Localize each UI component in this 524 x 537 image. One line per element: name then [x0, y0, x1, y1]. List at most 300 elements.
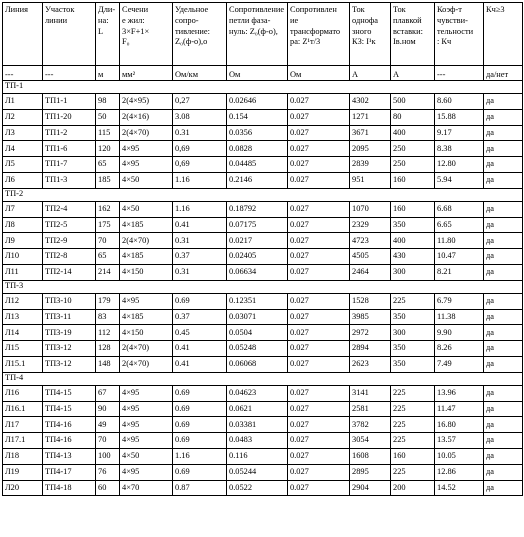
table-cell: 4×95 [120, 157, 173, 173]
table-cell: 0.027 [288, 417, 350, 433]
table-cell: да [484, 464, 523, 480]
table-cell: 70 [96, 233, 120, 249]
table-cell: 0.027 [288, 433, 350, 449]
table-cell: 14.52 [435, 480, 484, 496]
table-cell: 148 [96, 356, 120, 372]
table-cell: 0.0621 [227, 401, 288, 417]
table-cell: 0,69 [173, 157, 227, 173]
table-cell: 7.49 [435, 356, 484, 372]
table-cell: 4723 [350, 233, 391, 249]
column-header-line: Линия [5, 5, 28, 14]
table-cell: Л9 [3, 233, 43, 249]
table-cell: 0.0483 [227, 433, 288, 449]
table-cell: 4×95 [120, 401, 173, 417]
table-cell: 65 [96, 249, 120, 265]
table-row [3, 325, 523, 341]
table-cell: 83 [96, 309, 120, 325]
table-cell: 12.86 [435, 464, 484, 480]
table-cell: 0.154 [227, 109, 288, 125]
table-cell: 0.027 [288, 464, 350, 480]
unit-cell: --- [3, 66, 43, 81]
table-cell: да [484, 157, 523, 173]
table-cell: 4×95 [120, 433, 173, 449]
table-cell: 0.02405 [227, 249, 288, 265]
table-cell: 200 [391, 480, 435, 496]
sensitivity-table [2, 2, 523, 496]
column-header [435, 3, 484, 66]
table-cell: 0.2146 [227, 172, 288, 188]
table-cell: ТП4-16 [43, 433, 96, 449]
unit-cell: А [391, 66, 435, 81]
table-cell: ТП1-3 [43, 172, 96, 188]
table-cell: 400 [391, 125, 435, 141]
table-cell: Л20 [3, 480, 43, 496]
table-cell: Л14 [3, 325, 43, 341]
table-cell: 6.68 [435, 201, 484, 217]
table-cell: 0.027 [288, 356, 350, 372]
column-header [391, 3, 435, 66]
table-cell: 0.69 [173, 401, 227, 417]
table-cell: 2839 [350, 157, 391, 173]
table-cell: 0.0217 [227, 233, 288, 249]
table-cell: Л17.1 [3, 433, 43, 449]
group-label: ТП-3 [3, 280, 523, 293]
table-cell: ТП2-4 [43, 201, 96, 217]
table-cell: ТП3-11 [43, 309, 96, 325]
table-cell: 4×150 [120, 325, 173, 341]
table-cell: 0.0504 [227, 325, 288, 341]
table-cell: 225 [391, 401, 435, 417]
table-cell: 10.47 [435, 249, 484, 265]
table-cell: Л4 [3, 141, 43, 157]
table-row [3, 172, 523, 188]
group-label: ТП-1 [3, 81, 523, 94]
unit-cell: --- [435, 66, 484, 81]
column-header-line: трансформато [290, 26, 341, 36]
unit-cell: м [96, 66, 120, 81]
table-cell: да [484, 309, 523, 325]
table-cell: 50 [96, 109, 120, 125]
column-header-line: Удельное [175, 5, 209, 14]
table-cell: 2(4×70) [120, 341, 173, 357]
table-cell: 0.06634 [227, 264, 288, 280]
table-cell: да [484, 448, 523, 464]
table-cell: 3782 [350, 417, 391, 433]
table-row [3, 233, 523, 249]
table-cell: 11.38 [435, 309, 484, 325]
table-cell: 1608 [350, 448, 391, 464]
table-cell: Л19 [3, 464, 43, 480]
table-cell: 350 [391, 217, 435, 233]
table-cell: 8.38 [435, 141, 484, 157]
table-cell: 1.16 [173, 172, 227, 188]
table-cell: да [484, 172, 523, 188]
table-cell: ТП3-10 [43, 293, 96, 309]
table-row [3, 94, 523, 110]
table-cell: ТП4-18 [43, 480, 96, 496]
table-cell: Л7 [3, 201, 43, 217]
table-cell: 80 [391, 109, 435, 125]
table-cell: 350 [391, 341, 435, 357]
column-header-line: Дли- [98, 5, 116, 14]
table-cell: 4×185 [120, 309, 173, 325]
table-cell: 0.45 [173, 325, 227, 341]
table-cell: 430 [391, 249, 435, 265]
table-row [3, 264, 523, 280]
table-cell: ТП2-8 [43, 249, 96, 265]
table-cell: 179 [96, 293, 120, 309]
table-cell: 2581 [350, 401, 391, 417]
table-cell: да [484, 480, 523, 496]
table-row [3, 249, 523, 265]
table-body [3, 3, 523, 496]
table-cell: 0.03381 [227, 417, 288, 433]
page [2, 2, 522, 496]
table-cell: 3054 [350, 433, 391, 449]
table-cell: 12.80 [435, 157, 484, 173]
table-cell: 0.41 [173, 356, 227, 372]
group-label: ТП-4 [3, 372, 523, 385]
column-header [288, 3, 350, 66]
table-cell: Л16.1 [3, 401, 43, 417]
table-cell: 100 [96, 448, 120, 464]
table-cell: ТП1-20 [43, 109, 96, 125]
table-cell: 175 [96, 217, 120, 233]
table-cell: 0.69 [173, 464, 227, 480]
table-cell: ТП3-12 [43, 356, 96, 372]
table-cell: 0.027 [288, 217, 350, 233]
table-cell: да [484, 217, 523, 233]
table-cell: 1070 [350, 201, 391, 217]
table-cell: Л17 [3, 417, 43, 433]
table-cell: 300 [391, 325, 435, 341]
table-row [3, 356, 523, 372]
column-header-line: Iв.ном [393, 37, 416, 47]
table-cell: 0.69 [173, 417, 227, 433]
table-cell: 2904 [350, 480, 391, 496]
table-cell: 214 [96, 264, 120, 280]
table-cell: 0.0522 [227, 480, 288, 496]
table-cell: 4×95 [120, 141, 173, 157]
column-header-line: тельности [437, 26, 474, 36]
column-header [173, 3, 227, 66]
table-cell: Л6 [3, 172, 43, 188]
column-header [484, 3, 523, 66]
table-cell: 115 [96, 125, 120, 141]
table-cell: 2(4×16) [120, 109, 173, 125]
table-row [3, 293, 523, 309]
table-row [3, 341, 523, 357]
table-cell: 1.16 [173, 201, 227, 217]
table-cell: 2(4×70) [120, 233, 173, 249]
table-cell: 1271 [350, 109, 391, 125]
table-cell: 3141 [350, 385, 391, 401]
table-cell: 0.31 [173, 233, 227, 249]
table-cell: 225 [391, 293, 435, 309]
table-cell: 112 [96, 325, 120, 341]
table-cell: 8.60 [435, 94, 484, 110]
column-header-line: Сопротивление [229, 5, 285, 14]
table-cell: 0,27 [173, 94, 227, 110]
table-cell: 225 [391, 433, 435, 449]
table-cell: 0.027 [288, 125, 350, 141]
group-label: ТП-2 [3, 188, 523, 201]
table-cell: Л3 [3, 125, 43, 141]
table-cell: Л10 [3, 249, 43, 265]
unit-cell: А [350, 66, 391, 81]
column-header-line: ра: Z¹т/3 [290, 37, 321, 47]
column-header-line: 3×F+1× [122, 26, 150, 36]
group-row [3, 372, 523, 385]
table-cell: 3671 [350, 125, 391, 141]
table-cell: да [484, 201, 523, 217]
table-cell: 6.79 [435, 293, 484, 309]
table-cell: 2895 [350, 464, 391, 480]
table-cell: 3985 [350, 309, 391, 325]
table-cell: 98 [96, 94, 120, 110]
table-cell: ТП4-16 [43, 417, 96, 433]
table-cell: 2464 [350, 264, 391, 280]
column-header-line: е жил: [122, 15, 145, 25]
table-cell: 0.69 [173, 293, 227, 309]
table-row [3, 480, 523, 496]
table-cell: ТП1-6 [43, 141, 96, 157]
table-cell: да [484, 109, 523, 125]
table-cell: 225 [391, 417, 435, 433]
column-header-line: Сопротивлен [290, 5, 337, 14]
table-cell: 0.0356 [227, 125, 288, 141]
table-cell: 0.027 [288, 249, 350, 265]
table-row [3, 464, 523, 480]
table-cell: 1.16 [173, 448, 227, 464]
column-header-line: Ток [352, 5, 365, 14]
table-cell: 11.47 [435, 401, 484, 417]
table-cell: ТП2-9 [43, 233, 96, 249]
table-cell: 250 [391, 141, 435, 157]
table-cell: ТП1-2 [43, 125, 96, 141]
table-cell: да [484, 385, 523, 401]
table-cell: 9.90 [435, 325, 484, 341]
table-cell: Л11 [3, 264, 43, 280]
table-cell: 160 [391, 448, 435, 464]
table-cell: 2(4×70) [120, 125, 173, 141]
table-cell: 8.26 [435, 341, 484, 357]
column-header [120, 3, 173, 66]
column-header-line: линии [45, 15, 68, 25]
table-cell: 11.80 [435, 233, 484, 249]
group-row [3, 81, 523, 94]
table-cell: 350 [391, 356, 435, 372]
table-row [3, 201, 523, 217]
table-cell: 4×50 [120, 172, 173, 188]
group-row [3, 188, 523, 201]
column-header [96, 3, 120, 66]
table-cell: 0.12351 [227, 293, 288, 309]
table-cell: 0.027 [288, 201, 350, 217]
table-row [3, 433, 523, 449]
table-cell: 0.37 [173, 309, 227, 325]
table-cell: 0.027 [288, 309, 350, 325]
table-row [3, 309, 523, 325]
table-cell: ТП4-17 [43, 464, 96, 480]
table-cell: 0.03071 [227, 309, 288, 325]
table-cell: 1528 [350, 293, 391, 309]
table-cell: 162 [96, 201, 120, 217]
table-cell: 0.41 [173, 217, 227, 233]
table-cell: 0.04485 [227, 157, 288, 173]
table-cell: 0.027 [288, 141, 350, 157]
table-cell: 4×70 [120, 480, 173, 496]
column-header-line: : Кч [437, 37, 452, 47]
table-row [3, 385, 523, 401]
table-cell: 4302 [350, 94, 391, 110]
table-cell: 6.65 [435, 217, 484, 233]
column-header [43, 3, 96, 66]
column-header-line: Коэф-т [437, 5, 462, 14]
table-row [3, 448, 523, 464]
table-cell: да [484, 325, 523, 341]
table-cell: 160 [391, 172, 435, 188]
table-cell: 0.027 [288, 94, 350, 110]
table-cell: 60 [96, 480, 120, 496]
table-cell: 225 [391, 464, 435, 480]
table-cell: да [484, 433, 523, 449]
table-cell: 0.027 [288, 233, 350, 249]
table-cell: ТП4-15 [43, 385, 96, 401]
table-cell: да [484, 125, 523, 141]
column-header-line: на: [98, 15, 109, 25]
column-header-line: нуль: Z₀(ф-о), [229, 26, 278, 36]
column-header-line: вставки: [393, 26, 423, 36]
table-cell: 2972 [350, 325, 391, 341]
unit-cell: --- [43, 66, 96, 81]
unit-cell: Ом [288, 66, 350, 81]
table-cell: ТП3-12 [43, 341, 96, 357]
column-header-line: однофа [352, 15, 379, 25]
column-header-line: плавкой [393, 15, 422, 25]
table-cell: 250 [391, 157, 435, 173]
units-row [3, 66, 523, 81]
table-cell: 8.21 [435, 264, 484, 280]
table-cell: 67 [96, 385, 120, 401]
table-row [3, 125, 523, 141]
table-cell: ТП4-13 [43, 448, 96, 464]
table-cell: Л1 [3, 94, 43, 110]
unit-cell: Ом [227, 66, 288, 81]
table-cell: 0.69 [173, 385, 227, 401]
table-cell: ТП2-5 [43, 217, 96, 233]
table-cell: 0.31 [173, 264, 227, 280]
table-cell: 0.37 [173, 249, 227, 265]
table-cell: 76 [96, 464, 120, 480]
table-row [3, 109, 523, 125]
table-cell: 2095 [350, 141, 391, 157]
table-cell: 4×95 [120, 385, 173, 401]
table-cell: Л15 [3, 341, 43, 357]
table-cell: да [484, 356, 523, 372]
table-cell: 90 [96, 401, 120, 417]
table-cell: 0.31 [173, 125, 227, 141]
table-cell: 0.0828 [227, 141, 288, 157]
table-cell: 4×50 [120, 201, 173, 217]
table-cell: ТП1-1 [43, 94, 96, 110]
table-cell: да [484, 401, 523, 417]
table-cell: 65 [96, 157, 120, 173]
table-cell: да [484, 417, 523, 433]
table-cell: 0.027 [288, 109, 350, 125]
table-cell: 2(4×95) [120, 94, 173, 110]
table-cell: да [484, 94, 523, 110]
table-cell: 13.57 [435, 433, 484, 449]
column-header [3, 3, 43, 66]
table-cell: да [484, 341, 523, 357]
column-header [350, 3, 391, 66]
table-cell: 3.08 [173, 109, 227, 125]
table-cell: 0.027 [288, 264, 350, 280]
table-cell: Л8 [3, 217, 43, 233]
table-cell: ТП3-19 [43, 325, 96, 341]
table-cell: ТП1-7 [43, 157, 96, 173]
table-row [3, 217, 523, 233]
table-cell: 0.027 [288, 385, 350, 401]
table-cell: да [484, 264, 523, 280]
table-cell: 0.02646 [227, 94, 288, 110]
column-header-line: Сечени [122, 5, 149, 14]
table-cell: 0.027 [288, 480, 350, 496]
table-cell: 0.05248 [227, 341, 288, 357]
unit-cell: Ом/км [173, 66, 227, 81]
column-header-line: чувстви- [437, 15, 468, 25]
table-row [3, 417, 523, 433]
column-header-line: зного [352, 26, 372, 36]
table-cell: 0.04623 [227, 385, 288, 401]
table-cell: 0.18792 [227, 201, 288, 217]
table-cell: 350 [391, 309, 435, 325]
table-cell: 0.027 [288, 325, 350, 341]
table-cell: 120 [96, 141, 120, 157]
table-cell: Л2 [3, 109, 43, 125]
table-cell: да [484, 141, 523, 157]
table-cell: да [484, 233, 523, 249]
table-cell: Л18 [3, 448, 43, 464]
table-cell: 16.80 [435, 417, 484, 433]
table-cell: 4×150 [120, 264, 173, 280]
table-cell: 0.41 [173, 341, 227, 357]
table-cell: 0.027 [288, 172, 350, 188]
table-cell: 4×95 [120, 293, 173, 309]
table-cell: Л13 [3, 309, 43, 325]
table-cell: 951 [350, 172, 391, 188]
table-cell: 2(4×70) [120, 356, 173, 372]
table-cell: 4505 [350, 249, 391, 265]
table-row [3, 157, 523, 173]
column-header-line: Ток [393, 5, 406, 14]
table-cell: 128 [96, 341, 120, 357]
table-cell: 0.027 [288, 401, 350, 417]
table-cell: 4×185 [120, 217, 173, 233]
column-header-line: ие [290, 15, 299, 25]
table-cell: 2329 [350, 217, 391, 233]
table-cell: 5.94 [435, 172, 484, 188]
table-cell: 0.69 [173, 433, 227, 449]
column-header-line: петли фаза- [229, 15, 271, 25]
table-row [3, 141, 523, 157]
table-cell: 2623 [350, 356, 391, 372]
table-cell: 4×185 [120, 249, 173, 265]
table-cell: 13.96 [435, 385, 484, 401]
table-cell: 0.116 [227, 448, 288, 464]
table-cell: Л16 [3, 385, 43, 401]
